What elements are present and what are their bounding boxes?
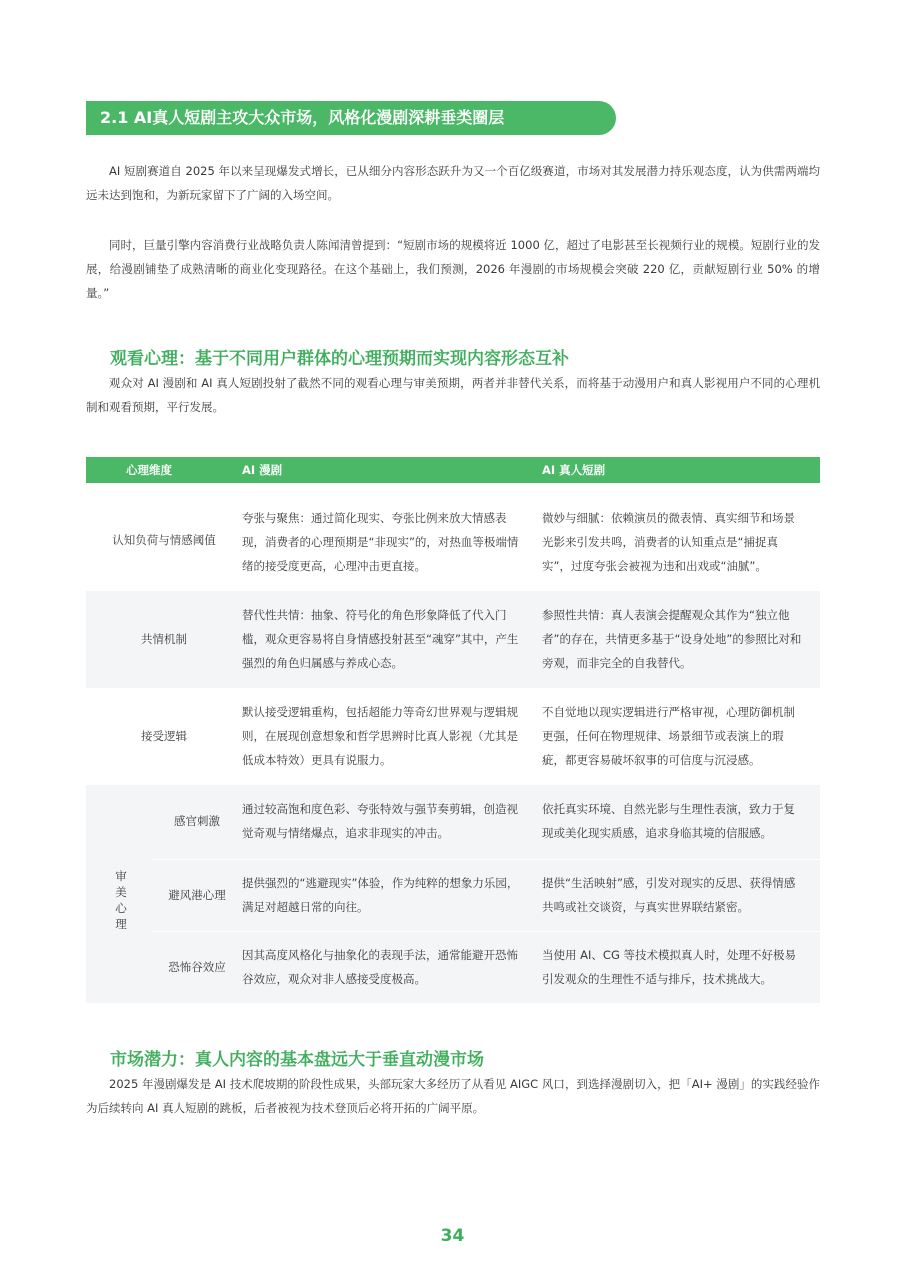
subrow-real-cell: 依托真实环境、自然光影与生理性表演，致力于复现或美化现实质感，追求身临其境的信服感。 [542,802,795,840]
aesthetic-divider [152,931,820,932]
aesthetic-psychology-label: 审美心理 [115,869,127,931]
header-dimension: 心理维度 [126,463,172,477]
row-real-cell: 不自觉地以现实逻辑进行严格审视，心理防御机制更强，任何在物理规律、场景细节或表演上的瑕疵，都更容易破坏叙事的可信度与沉浸感。 [542,705,795,767]
subrow-manju-cell: 提供强烈的“逃避现实”体验，作为纯粹的想象力乐园，满足对超越日常的向往。 [242,876,519,914]
row-dimension: 共情机制 [141,632,187,646]
subrow-manju-cell: 因其高度风格化与抽象化的表现手法，通常能避开恐怖谷效应，观众对非人感接受度极高。 [242,948,518,986]
row-real-cell: 参照性共情：真人表演会提醒观众其作为“独立他者”的存在，共情更多基于“设身处地”的参照比对和旁观，而非完全的自我替代。 [542,608,802,670]
row-real-cell: 微妙与细腻：依赖演员的微表情、真实细节和场景光影来引发共鸣，消费者的认知重点是“捕捉真实”，过度夸张会被视为违和出戏或“油腻”。 [542,511,795,573]
subrow-name: 避风港心理 [168,888,226,902]
subrow-name: 感官刺激 [174,814,220,828]
header-ai-real-drama: AI 真人短剧 [542,463,606,477]
page-number: 34 [440,1226,465,1246]
market-potential-paragraph: 2025 年漫剧爆发是 AI 技术爬坡期的阶段性成果，头部玩家大多经历了从看见 AIGC 风口，到选择漫剧切入，把「AI+ 漫剧」的实践经验作为后续转向 AI 真人短剧的跳板，后者被视为技术登顶后必将开拓的广阔平原。 [86,1077,820,1115]
subrow-real-cell: 提供“生活映射”感，引发对现实的反思、获得情感共鸣或社交谈资，与真实世界联结紧密。 [542,876,796,914]
table-row [86,483,820,591]
market-potential-heading: 市场潜力：真人内容的基本盘远大于垂直动漫市场 [110,1050,484,1070]
viewing-psychology-heading: 观看心理：基于不同用户群体的心理预期而实现内容形态互补 [110,349,569,369]
header-ai-manju: AI 漫剧 [242,463,283,477]
aesthetic-psychology-block [86,785,820,1003]
table-header [86,457,820,483]
subrow-real-cell: 当使用 AI、CG 等技术模拟真人时，处理不好极易引发观众的生理性不适与排斥，技术挑战大。 [542,948,797,986]
viewing-psychology-paragraph: 观众对 AI 漫剧和 AI 真人短剧投射了截然不同的观看心理与审美预期，两者并非替代关系，而将基于动漫用户和真人影视用户不同的心理机制和观看预期，平行发展。 [86,376,820,414]
table-row [86,591,820,688]
intro-paragraph-2: 同时，巨量引擎内容消费行业战略负责人陈闻清曾提到：“短剧市场的规模将近 1000 亿，超过了电影甚至长视频行业的规模。短剧行业的发展，给漫剧铺垫了成熟清晰的商业化变现路径。在这个基础上，我们预测，2026 年漫剧的市场规模会突破 220 亿，贡献短剧行业 50% 的增量。” [86,238,820,300]
section-title-banner: 2.1 AI真人短剧主攻大众市场，风格化漫剧深耕垂类圈层 [86,101,616,135]
row-dimension: 接受逻辑 [141,729,187,743]
aesthetic-divider [152,859,820,860]
table-row [86,688,820,785]
row-manju-cell: 默认接受逻辑重构，包括超能力等奇幻世界观与逻辑规则，在展现创意想象和哲学思辨时比真人影视（尤其是低成本特效）更具有说服力。 [242,705,518,767]
comparison-table [86,457,820,1003]
subrow-manju-cell: 通过较高饱和度色彩、夸张特效与强节奏剪辑，创造视觉奇观与情绪爆点，追求非现实的冲击。 [242,802,518,840]
row-dimension: 认知负荷与情感阈值 [112,533,216,547]
row-manju-cell: 替代性共情：抽象、符号化的角色形象降低了代入门槛，观众更容易将自身情感投射甚至“魂穿”其中，产生强烈的角色归属感与养成心态。 [242,608,519,670]
row-manju-cell: 夸张与聚焦：通过简化现实、夸张比例来放大情感表现，消费者的心理预期是“非现实”的，对热血等极端情绪的接受度更高，心理冲击更直接。 [242,511,519,573]
subrow-name: 恐怖谷效应 [168,960,226,974]
intro-paragraph-1: AI 短剧赛道自 2025 年以来呈现爆发式增长，已从细分内容形态跃升为又一个百亿级赛道，市场对其发展潜力持乐观态度，认为供需两端均远未达到饱和，为新玩家留下了广阔的入场空间。 [86,164,820,202]
